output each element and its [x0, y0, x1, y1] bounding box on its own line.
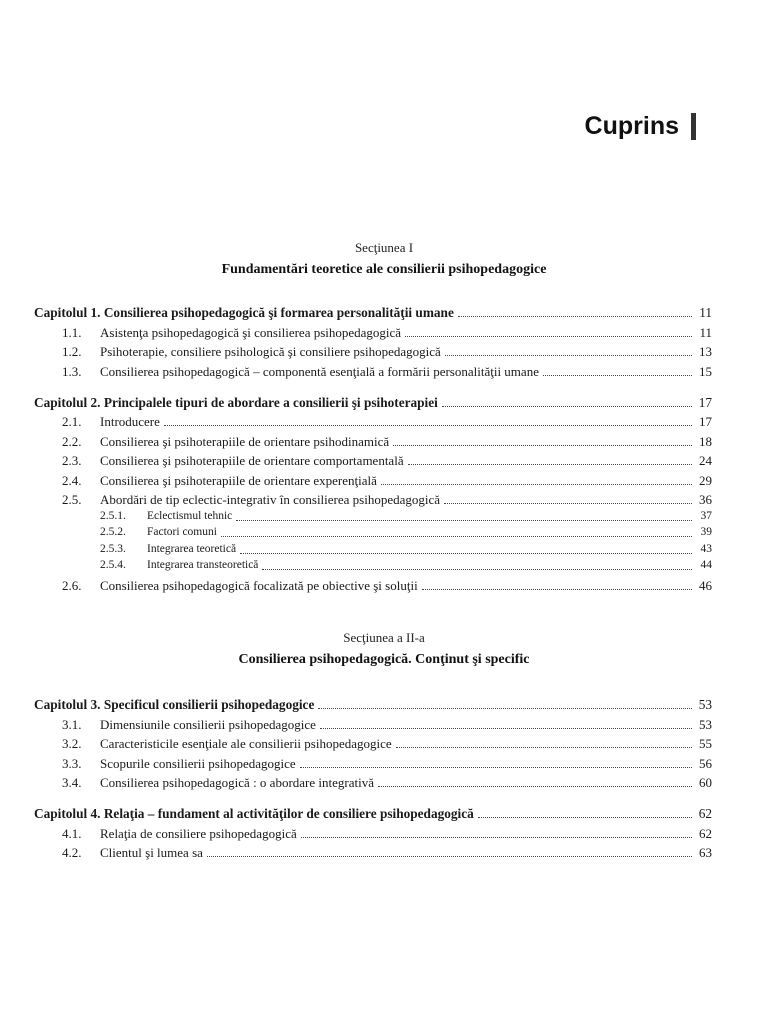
- toc-item[interactable]: [34, 468, 712, 488]
- leader-dots: [444, 503, 692, 504]
- item-title: Psihoterapie, consiliere psihologică şi consiliere psihopedagogică: [100, 344, 441, 359]
- item-number: 4.2.: [62, 845, 82, 860]
- item-title: Consilierea psihopedagogică – componentă esenţială a formării personalităţii umane: [100, 363, 539, 379]
- page-title: Cuprins: [584, 112, 679, 140]
- item-number: 2.6.: [62, 577, 82, 593]
- page-number: 29: [699, 472, 712, 488]
- item-number: 2.2.: [62, 433, 82, 449]
- toc-item[interactable]: [34, 359, 712, 379]
- chapter-title: Capitolul 4. Relaţia – fundament al activităţilor de consiliere psihopedagogică: [34, 806, 474, 821]
- item-title: Caracteristicile esenţiale ale consilierii psihopedagogice: [100, 736, 392, 751]
- toc-chapter-3[interactable]: [34, 692, 712, 712]
- item-number: 3.2.: [62, 736, 82, 751]
- toc-subitem[interactable]: [34, 524, 712, 541]
- leader-dots: [408, 464, 692, 465]
- item-title: Introducere: [100, 414, 160, 429]
- item-number: 2.5.2.: [100, 526, 126, 538]
- section-title: Consilierea psihopedagogică. Conţinut şi specific: [238, 652, 530, 667]
- toc-subitem[interactable]: [34, 540, 712, 557]
- item-title: Eclectismul tehnic: [147, 509, 233, 522]
- toc-item[interactable]: [34, 841, 712, 861]
- toc-chapter-2[interactable]: [34, 390, 712, 410]
- section-title: Fundamentări teoretice ale consilierii psihopedagogice: [221, 262, 547, 277]
- toc-section-1: [34, 300, 712, 593]
- page-number: 53: [699, 716, 712, 732]
- page-number: 60: [699, 775, 712, 790]
- item-title: Scopurile consilierii psihopedagogice: [100, 755, 296, 771]
- toc-item[interactable]: [34, 320, 712, 340]
- leader-dots: [240, 553, 692, 554]
- leader-dots: [445, 355, 692, 356]
- item-title: Consilierea psihopedagogică focalizată pe obiective şi soluţii: [100, 577, 418, 593]
- page-number: 13: [699, 344, 712, 359]
- leader-dots: [221, 536, 692, 537]
- page-number: 15: [699, 363, 712, 379]
- toc-item[interactable]: [34, 410, 712, 430]
- leader-dots: [396, 747, 692, 748]
- item-number: 1.1.: [62, 324, 82, 340]
- leader-dots: [442, 406, 692, 407]
- chapter-title: Capitolul 3. Specificul consilierii psihopedagogice: [34, 697, 315, 712]
- page-header: [585, 112, 696, 141]
- page-number: 43: [700, 542, 712, 555]
- page-number: 18: [699, 433, 712, 449]
- page-number: 37: [700, 509, 712, 522]
- item-title: Asistenţa psihopedagogică şi consilierea psihopedagogică: [100, 324, 402, 340]
- toc-item[interactable]: [34, 488, 712, 508]
- item-title: Factori comuni: [147, 526, 217, 538]
- page-number: 56: [699, 755, 712, 771]
- toc-item[interactable]: [34, 449, 712, 469]
- page-number: 24: [699, 453, 712, 468]
- item-title: Abordări de tip eclectic-integrativ în consilierea psihopedagogică: [100, 492, 441, 507]
- item-number: 3.1.: [62, 716, 82, 732]
- page-number: 46: [699, 577, 712, 593]
- section-heading: [0, 630, 768, 668]
- item-number: 2.4.: [62, 472, 82, 488]
- item-number: 2.5.1.: [100, 509, 126, 522]
- toc-chapter-1[interactable]: [34, 300, 712, 320]
- toc-item[interactable]: [34, 821, 712, 841]
- item-title: Clientul şi lumea sa: [100, 845, 203, 860]
- section-label: Secţiunea I: [354, 240, 414, 255]
- toc-item[interactable]: [34, 771, 712, 791]
- leader-dots: [301, 837, 692, 838]
- item-number: 2.5.: [62, 492, 82, 507]
- toc-subitem[interactable]: [34, 507, 712, 524]
- leader-dots: [320, 728, 692, 729]
- leader-dots: [164, 425, 692, 426]
- leader-dots: [405, 336, 692, 337]
- section-label: Secţiunea a II-a: [343, 630, 425, 645]
- leader-dots: [381, 484, 692, 485]
- item-title: Consilierea şi psihoterapiile de orientare comportamentală: [100, 453, 404, 468]
- page-number: 55: [699, 736, 712, 751]
- leader-dots: [458, 316, 692, 317]
- item-number: 2.5.4.: [100, 559, 126, 571]
- page-number: 39: [700, 526, 712, 538]
- leader-dots: [478, 817, 692, 818]
- page-number: 36: [699, 492, 712, 507]
- toc-item[interactable]: [34, 732, 712, 752]
- leader-dots: [300, 767, 692, 768]
- leader-dots: [236, 520, 692, 521]
- item-title: Consilierea psihopedagogică : o abordare integrativă: [100, 775, 374, 790]
- page-number: 44: [700, 559, 712, 571]
- item-title: Relaţia de consiliere psihopedagogică: [100, 825, 297, 841]
- page-number: 17: [699, 414, 712, 429]
- leader-dots: [422, 589, 692, 590]
- page-number: 11: [699, 305, 712, 320]
- item-number: 2.3.: [62, 453, 82, 468]
- page-number: 11: [699, 324, 712, 340]
- leader-dots: [262, 569, 692, 570]
- chapter-title: Capitolul 1. Consilierea psihopedagogică şi formarea personalităţii umane: [34, 305, 454, 320]
- leader-dots: [207, 856, 692, 857]
- section-heading: [0, 240, 768, 278]
- page-number: 53: [698, 697, 712, 712]
- item-number: 2.1.: [62, 414, 82, 429]
- toc-item[interactable]: [34, 751, 712, 771]
- toc-subitem[interactable]: [34, 557, 712, 574]
- item-number: 2.5.3.: [100, 542, 126, 555]
- toc-item[interactable]: [34, 429, 712, 449]
- leader-dots: [318, 708, 692, 709]
- item-number: 4.1.: [62, 825, 82, 841]
- toc-item[interactable]: [34, 573, 712, 593]
- page-number: 63: [699, 845, 712, 860]
- page-number: 62: [698, 806, 712, 821]
- item-number: 3.4.: [62, 775, 82, 790]
- page-number: 62: [699, 825, 712, 841]
- item-number: 1.2.: [62, 344, 82, 359]
- item-title: Consilierea şi psihoterapiile de orientare experenţială: [100, 472, 377, 488]
- title-bar-decoration: [691, 113, 696, 140]
- toc-item[interactable]: [34, 712, 712, 732]
- item-number: 3.3.: [62, 755, 82, 771]
- toc-item[interactable]: [34, 340, 712, 360]
- chapter-title: Capitolul 2. Principalele tipuri de abordare a consilierii şi psihoterapiei: [34, 394, 438, 410]
- toc-section-2: [34, 692, 712, 860]
- item-title: Consilierea şi psihoterapiile de orientare psihodinamică: [100, 433, 390, 449]
- leader-dots: [543, 375, 692, 376]
- page-number: 17: [698, 394, 712, 410]
- item-title: Integrarea teoretică: [147, 542, 237, 555]
- leader-dots: [393, 445, 692, 446]
- toc-chapter-4[interactable]: [34, 801, 712, 821]
- leader-dots: [378, 786, 692, 787]
- item-title: Dimensiunile consilierii psihopedagogice: [100, 716, 316, 732]
- item-title: Integrarea transteoretică: [147, 559, 259, 571]
- item-number: 1.3.: [62, 363, 82, 379]
